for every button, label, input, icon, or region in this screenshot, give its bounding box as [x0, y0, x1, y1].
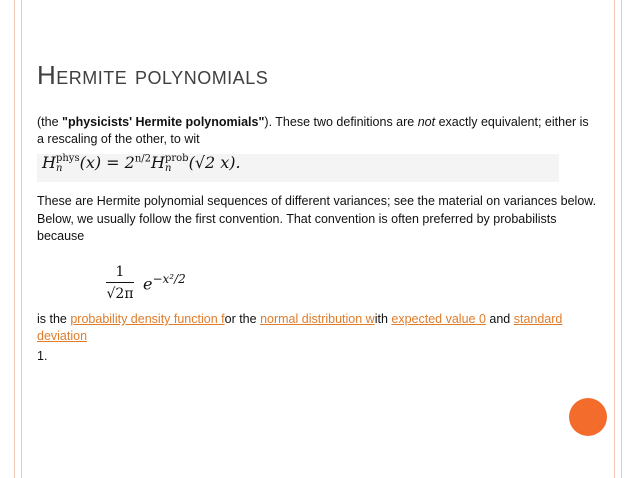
exp-base: e — [143, 274, 153, 294]
hermite-rescaling-formula — [42, 153, 241, 174]
rhs-symbol: H — [151, 153, 165, 172]
p4-text-2: or the — [224, 312, 261, 326]
p1-mid: ). These two definitions are — [264, 115, 418, 129]
fraction — [106, 264, 134, 302]
link-normal-distribution[interactable]: normal distribution w — [260, 312, 375, 326]
decorative-orange-circle — [569, 398, 607, 436]
p1-italic: not — [417, 115, 436, 129]
p4-text-4: and — [485, 312, 514, 326]
fraction-numerator: 1 — [106, 264, 134, 283]
rhs-sub: n — [164, 162, 172, 174]
link-probability-density-function[interactable]: probability density function f — [70, 312, 225, 326]
rhs-arg: (√2 x). — [188, 153, 241, 172]
lhs-arg: (x) = 2 — [79, 153, 135, 172]
paragraph-links — [37, 311, 599, 345]
paragraph-definitions — [37, 114, 599, 148]
slide-title: Hermite polynomials — [37, 60, 269, 90]
exp-exponent: −x²/2 — [152, 272, 186, 286]
rhs-indices — [165, 154, 189, 174]
paragraph-convention: Below, we usually follow the first convention. That convention is often preferred by probabilists because — [37, 212, 557, 243]
p4-text-1: is the — [37, 312, 71, 326]
rhs-sup: prob — [164, 152, 189, 164]
power: n/2 — [134, 153, 152, 165]
link-expected-value[interactable]: expected value 0 — [391, 312, 486, 326]
lhs-sub: n — [55, 162, 63, 174]
p4-text-3: ith — [374, 312, 392, 326]
p1-pre: (the — [37, 115, 63, 129]
paragraph-one: 1. — [37, 349, 48, 363]
exponential — [143, 272, 186, 293]
p1-bold: "physicists' Hermite polynomials" — [62, 115, 265, 129]
lhs-symbol: H — [42, 153, 56, 172]
lhs-sup: phys — [55, 152, 80, 164]
paragraph-variances: These are Hermite polynomial sequences of different variances; see the material on variances below. — [37, 194, 597, 208]
p1-post: exactly equivalent; either is a rescaling of the other, to wit — [37, 115, 589, 146]
lhs-indices — [56, 154, 80, 174]
fraction-denominator: √2π — [106, 286, 134, 302]
link-standard-deviation[interactable]: standard deviation — [37, 312, 563, 343]
